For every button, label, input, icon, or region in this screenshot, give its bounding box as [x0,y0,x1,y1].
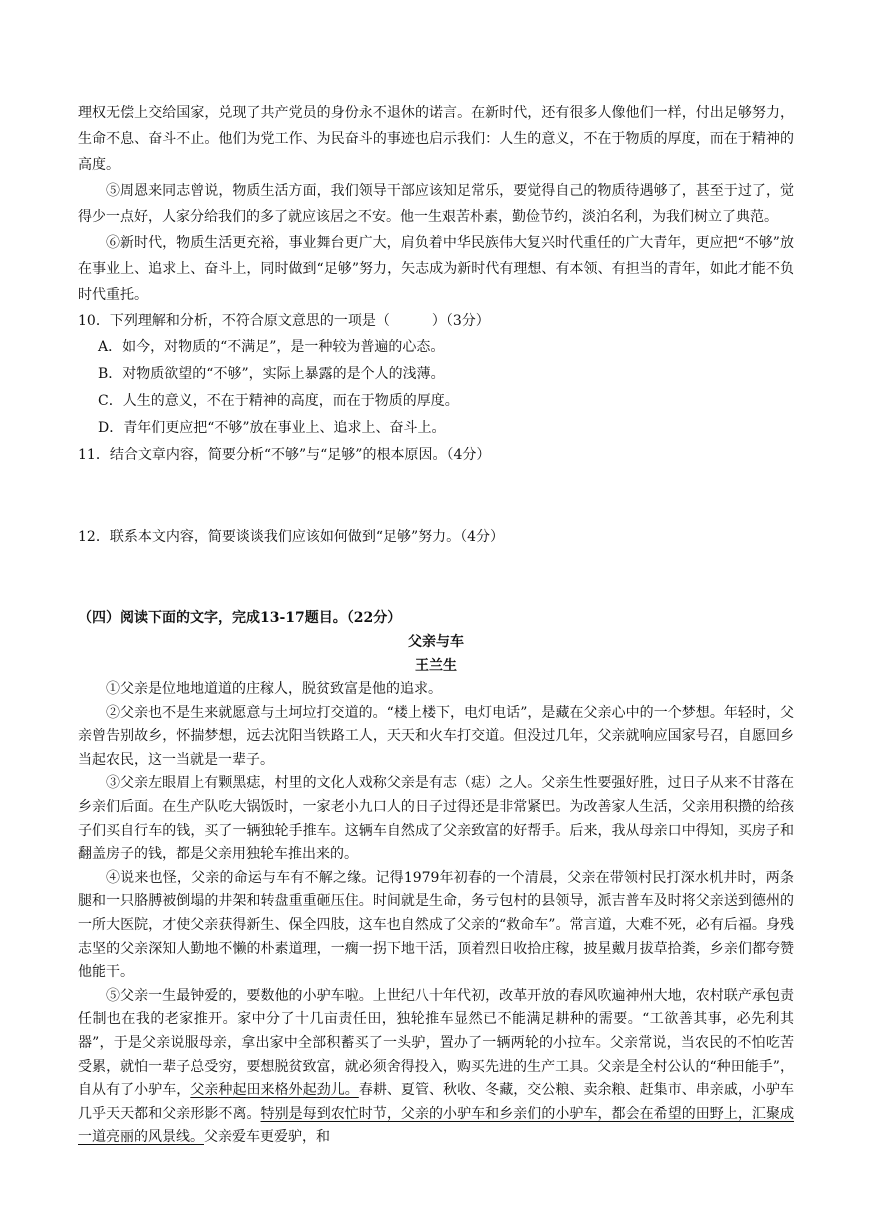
article-paragraph-3: ③父亲左眼眉上有颗黑痣，村里的文化人戏称父亲是有志（痣）之人。父亲生性要强好胜，过日子从来不甘落在乡亲们后面。在生产队吃大锅饭时，一家老小九口人的日子过得还是非常紧巴。为改善家人生活，父亲用积攒的给孩子们买自行车的钱，买了一辆独轮手推车。这辆车自然成了父亲致富的好帮手。后来，我从母亲口中得知，买房子和翻盖房子的钱，都是父亲用独轮车推出来的。 [78,775,794,863]
question-10-option-a: A．如今，对物质的“不满足”，是一种较为普遍的心态。 [98,339,445,355]
article-paragraph-2: ②父亲也不是生来就愿意与土坷垃打交道的。“楼上楼下，电灯电话”，是藏在父亲心中的一个梦想。年轻时，父亲曾告别故乡，怀揣梦想，远去沈阳当铁路工人，天天和火车打交道。但没过几年，父亲就响应国家号召，自愿回乡当起农民，这一当就是一辈子。 [78,704,794,768]
exam-page [78,100,794,1150]
passage-paragraph: 理权无偿上交给国家，兑现了共产党员的身份永不退休的诺言。在新时代，还有很多人像他们一样，付出足够努力，生命不息、奋斗不止。他们为党工作、为民奋斗的事迹也启示我们：人生的意义，不在于物质的厚度，而在于精神的高度。 [78,105,794,173]
question-10-option-d: D．青年们更应把“不够”放在事业上、追求上、奋斗上。 [98,420,446,436]
underlined-sentence-1: 父亲种起田来格外起劲儿。 [190,1082,359,1099]
question-10-option-c: C．人生的意义，不在于精神的高度，而在于物质的厚度。 [98,393,459,409]
question-10-option-b: B．对物质欲望的“不够”，实际上暴露的是个人的浅薄。 [98,366,445,382]
underlined-sentence-2: 特别是每到农忙时节，父亲的小驴车和乡亲们的小驴车，都会在希望的田野上，汇聚成一道亮丽的风景线。 [78,1105,795,1146]
passage-paragraph-5: ⑤周恩来同志曾说，物质生活方面，我们领导干部应该知足常乐，要觉得自己的物质待遇够了，甚至于过了，觉得少一点好，人家分给我们的多了就应该居之不安。他一生艰苦朴素，勤俭节约，淡泊名利，为我们树立了典范。 [78,183,794,225]
article-paragraph-1: ①父亲是位地地道道的庄稼人，脱贫致富是他的追求。 [106,681,442,697]
paragraph-text: 父亲爱车更爱驴，和 [204,1129,330,1146]
paragraph-text: ⑤父亲一生最钟爱的，要数他的小驴车啦。上世纪八十年代初，改革开放的春风吹遍神州大地，农村联产承包责任制也在我的老家推开。家中分了十几亩责任田，独轮推车显然已不能满足耕种的需要。“工欲善其事，必先利其器”，于是父亲说服母亲，拿出家中全部积蓄买了一头驴，置办了一辆两轮的小拉车。父亲常说，当农民的不怕吃苦受累，就怕一辈子总受穷，要想脱贫致富，就必须舍得投入，购买先进的生产工具。父亲是全村公认的“种田能手”，自从有了小驴车， [78,987,794,1099]
question-10-stem: 10．下列理解和分析，不符合原文意思的一项是（ ）（3分） [78,313,490,329]
paragraph-text: 春耕、夏管、秋收、冬藏，交公粮、卖余粮、赶集市、串亲戚，小驴车几乎天天都和父亲形影不离。 [78,1082,795,1122]
article-author: 王兰生 [415,658,457,674]
passage-paragraph-6: ⑥新时代，物质生活更充裕，事业舞台更广大，肩负着中华民族伟大复兴时代重任的广大青年，更应把“不够”放在事业上、追求上、奋斗上，同时做到“足够”努力，矢志成为新时代有理想、有本领、有担当的青年，如此才能不负时代重托。 [78,235,794,303]
section-4-heading: （四）阅读下面的文字，完成13-17题目。（22分） [78,610,402,626]
question-11: 11．结合文章内容，简要分析“不够”与“足够”的根本原因。（4分） [78,447,491,463]
question-12: 12．联系本文内容，简要谈谈我们应该如何做到“足够”努力。（4分） [78,529,505,545]
article-title: 父亲与车 [408,634,464,650]
article-paragraph-5 [78,985,794,1150]
answer-space-12 [78,550,794,606]
article-paragraph-4: ④说来也怪，父亲的命运与车有不解之缘。记得1979年初春的一个清晨，父亲在带领村民打深水机井时，两条腿和一只胳膊被倒塌的井架和转盘重重砸压住。时间就是生命，务亏包村的县领导，派吉普车及时将父亲送到德州的一所大医院，才使父亲获得新生、保全四肢，这车也自然成了父亲的“救命车”。常言道，大难不死，必有后福。身残志坚的父亲深知人勤地不懒的朴素道理，一瘸一拐下地干活，顶着烈日收拾庄稼，披星戴月拔草拾粪，乡亲们都夸赞他能干。 [78,869,794,981]
answer-space-11 [78,468,794,524]
